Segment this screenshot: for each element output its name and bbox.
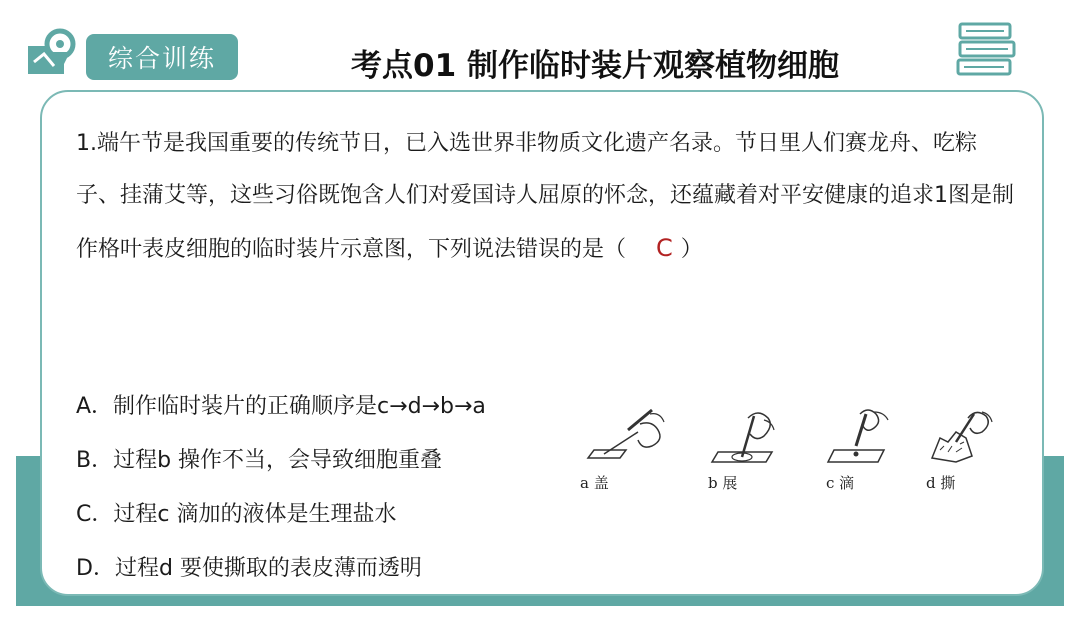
figure-step-c (826, 402, 926, 502)
question-stem: 1.端午节是我国重要的传统节日，已入选世界非物质文化遗产名录。节日里人们赛龙舟、吃粽子、挂蒲艾等，这些习俗既饱含人们对爱国诗人屈原的怀念，还蕴藏着对平安健康的追求1图是制作格叶表皮细胞的临时装片示意图，下列说法错误的是（ (76, 131, 1015, 262)
tear-icon (926, 402, 1026, 472)
figure-step-b-label: b 展 (708, 474, 738, 492)
figure-step-a-label: a 盖 (580, 474, 609, 492)
figure-step-a (580, 402, 680, 502)
figure-step-d (926, 402, 1026, 502)
books-icon (956, 22, 1016, 78)
page-title: 考点01 制作临时装片观察植物细胞 (351, 47, 839, 84)
option-b[interactable]: B．过程b 操作不当，会导致细胞重叠 (76, 448, 443, 473)
answer-mark: C (656, 234, 673, 262)
figure-step-b (708, 402, 808, 502)
cover-slip-icon (580, 402, 680, 472)
options-list (76, 386, 616, 602)
spread-icon (708, 402, 808, 472)
procedure-figure (580, 402, 1010, 502)
dropper-icon (826, 402, 926, 472)
section-badge: 综合训练 (86, 34, 238, 80)
option-d[interactable]: D．过程d 要使撕取的表皮薄而透明 (76, 556, 422, 581)
option-a[interactable]: A．制作临时装片的正确顺序是c→d→b→a (76, 394, 486, 419)
figure-step-d-label: d 撕 (926, 474, 956, 492)
figure-step-c-label: c 滴 (826, 474, 855, 492)
option-c[interactable]: C．过程c 滴加的液体是生理盐水 (76, 502, 397, 527)
question-close-paren: ） (680, 237, 703, 262)
location-pin-logo-icon (26, 28, 78, 78)
question-text (76, 118, 1016, 276)
